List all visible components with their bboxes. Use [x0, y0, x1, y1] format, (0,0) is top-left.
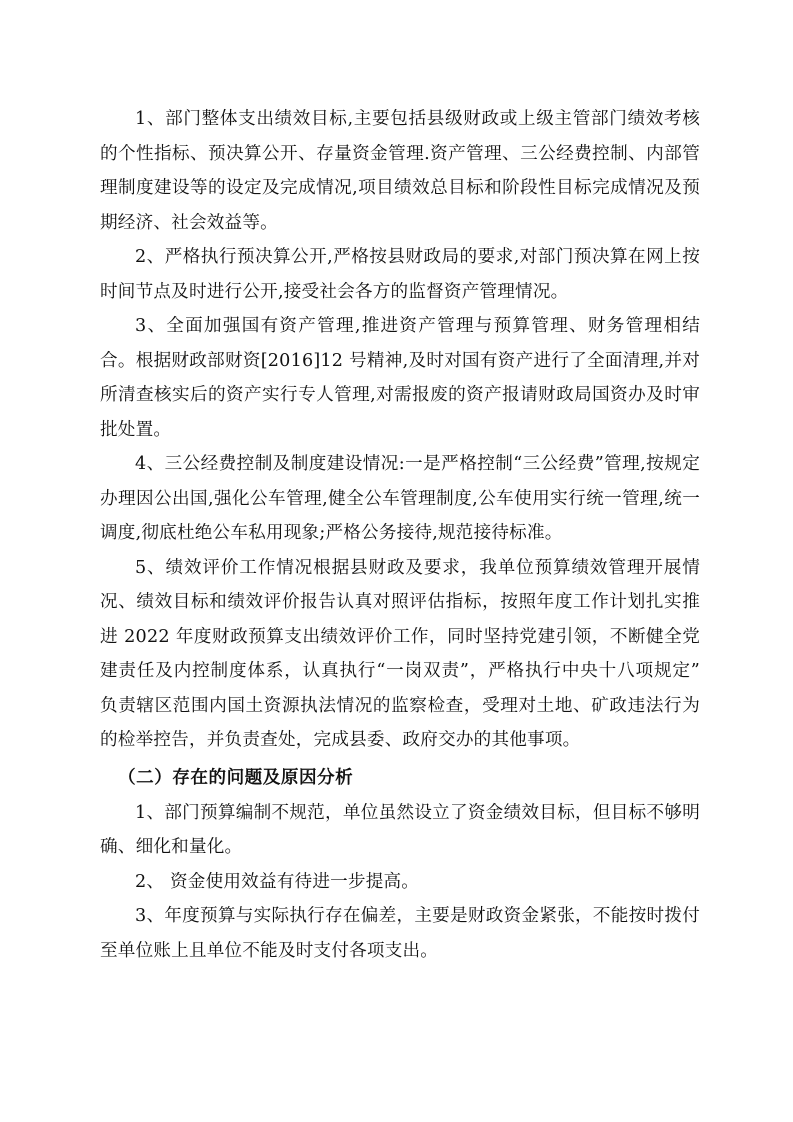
- paragraph-budget-disclosure: 2、严格执行预决算公开,严格按县财政局的要求,对部门预决算在网上按时间节点及时进行公开,接受社会各方的监督资产管理情况。: [100, 247, 700, 302]
- paragraph-three-public-expenses: 4、三公经费控制及制度建设情况:一是严格控制“三公经费”管理,按规定办理因公出国,强化公车管理,健全公车管理制度,公车使用实行统一管理,统一调度,彻底杜绝公车私用现象;严格公务接待,规范接待标准。: [100, 454, 700, 543]
- paragraph-problem-budget-compilation: 1、部门预算编制不规范，单位虽然设立了资金绩效目标，但目标不够明确、细化和量化。: [100, 802, 700, 857]
- paragraph-state-assets: 3、全面加强国有资产管理,推进资产管理与预算管理、财务管理相结合。根据财政部财资[2016]12 号精神,及时对国有资产进行了全面清理,并对所清查核实后的资产实行专人管理,对需报废的资产报请财政局国资办及时审批处置。: [100, 316, 700, 440]
- document-body: [100, 102, 700, 968]
- paragraph-problem-execution-deviation: 3、年度预算与实际执行存在偏差，主要是财政资金紧张，不能按时拨付至单位账上且单位不能及时支付各项支出。: [100, 906, 700, 961]
- paragraph-dept-performance-goals: 1、部门整体支出绩效目标,主要包括县级财政或上级主管部门绩效考核的个性指标、预决算公开、存量资金管理.资产管理、三公经费控制、内部管理制度建设等的设定及完成情况,项目绩效总目标和阶段性目标完成情况及预期经济、社会效益等。: [100, 109, 700, 233]
- section-heading-problems: （二）存在的问题及原因分析: [118, 767, 354, 788]
- paragraph-problem-fund-efficiency: 2、 资金使用效益有待进一步提高。: [135, 871, 420, 892]
- paragraph-performance-evaluation: 5、绩效评价工作情况根据县财政及要求，我单位预算绩效管理开展情况、绩效目标和绩效评价报告认真对照评估指标，按照年度工作计划扎实推进 2022 年度财政预算支出绩效评价工作，同时坚持党建引领，不断健全党建责任及内控制度体系，认真执行“一岗双责”，严格执行中央十八项规定” 负责辖区范围内国土资源执法情况的监察检查，受理对土地、矿政违法行为的检举控告，并负责查处，完成县委、政府交办的其他事项。: [100, 557, 700, 750]
